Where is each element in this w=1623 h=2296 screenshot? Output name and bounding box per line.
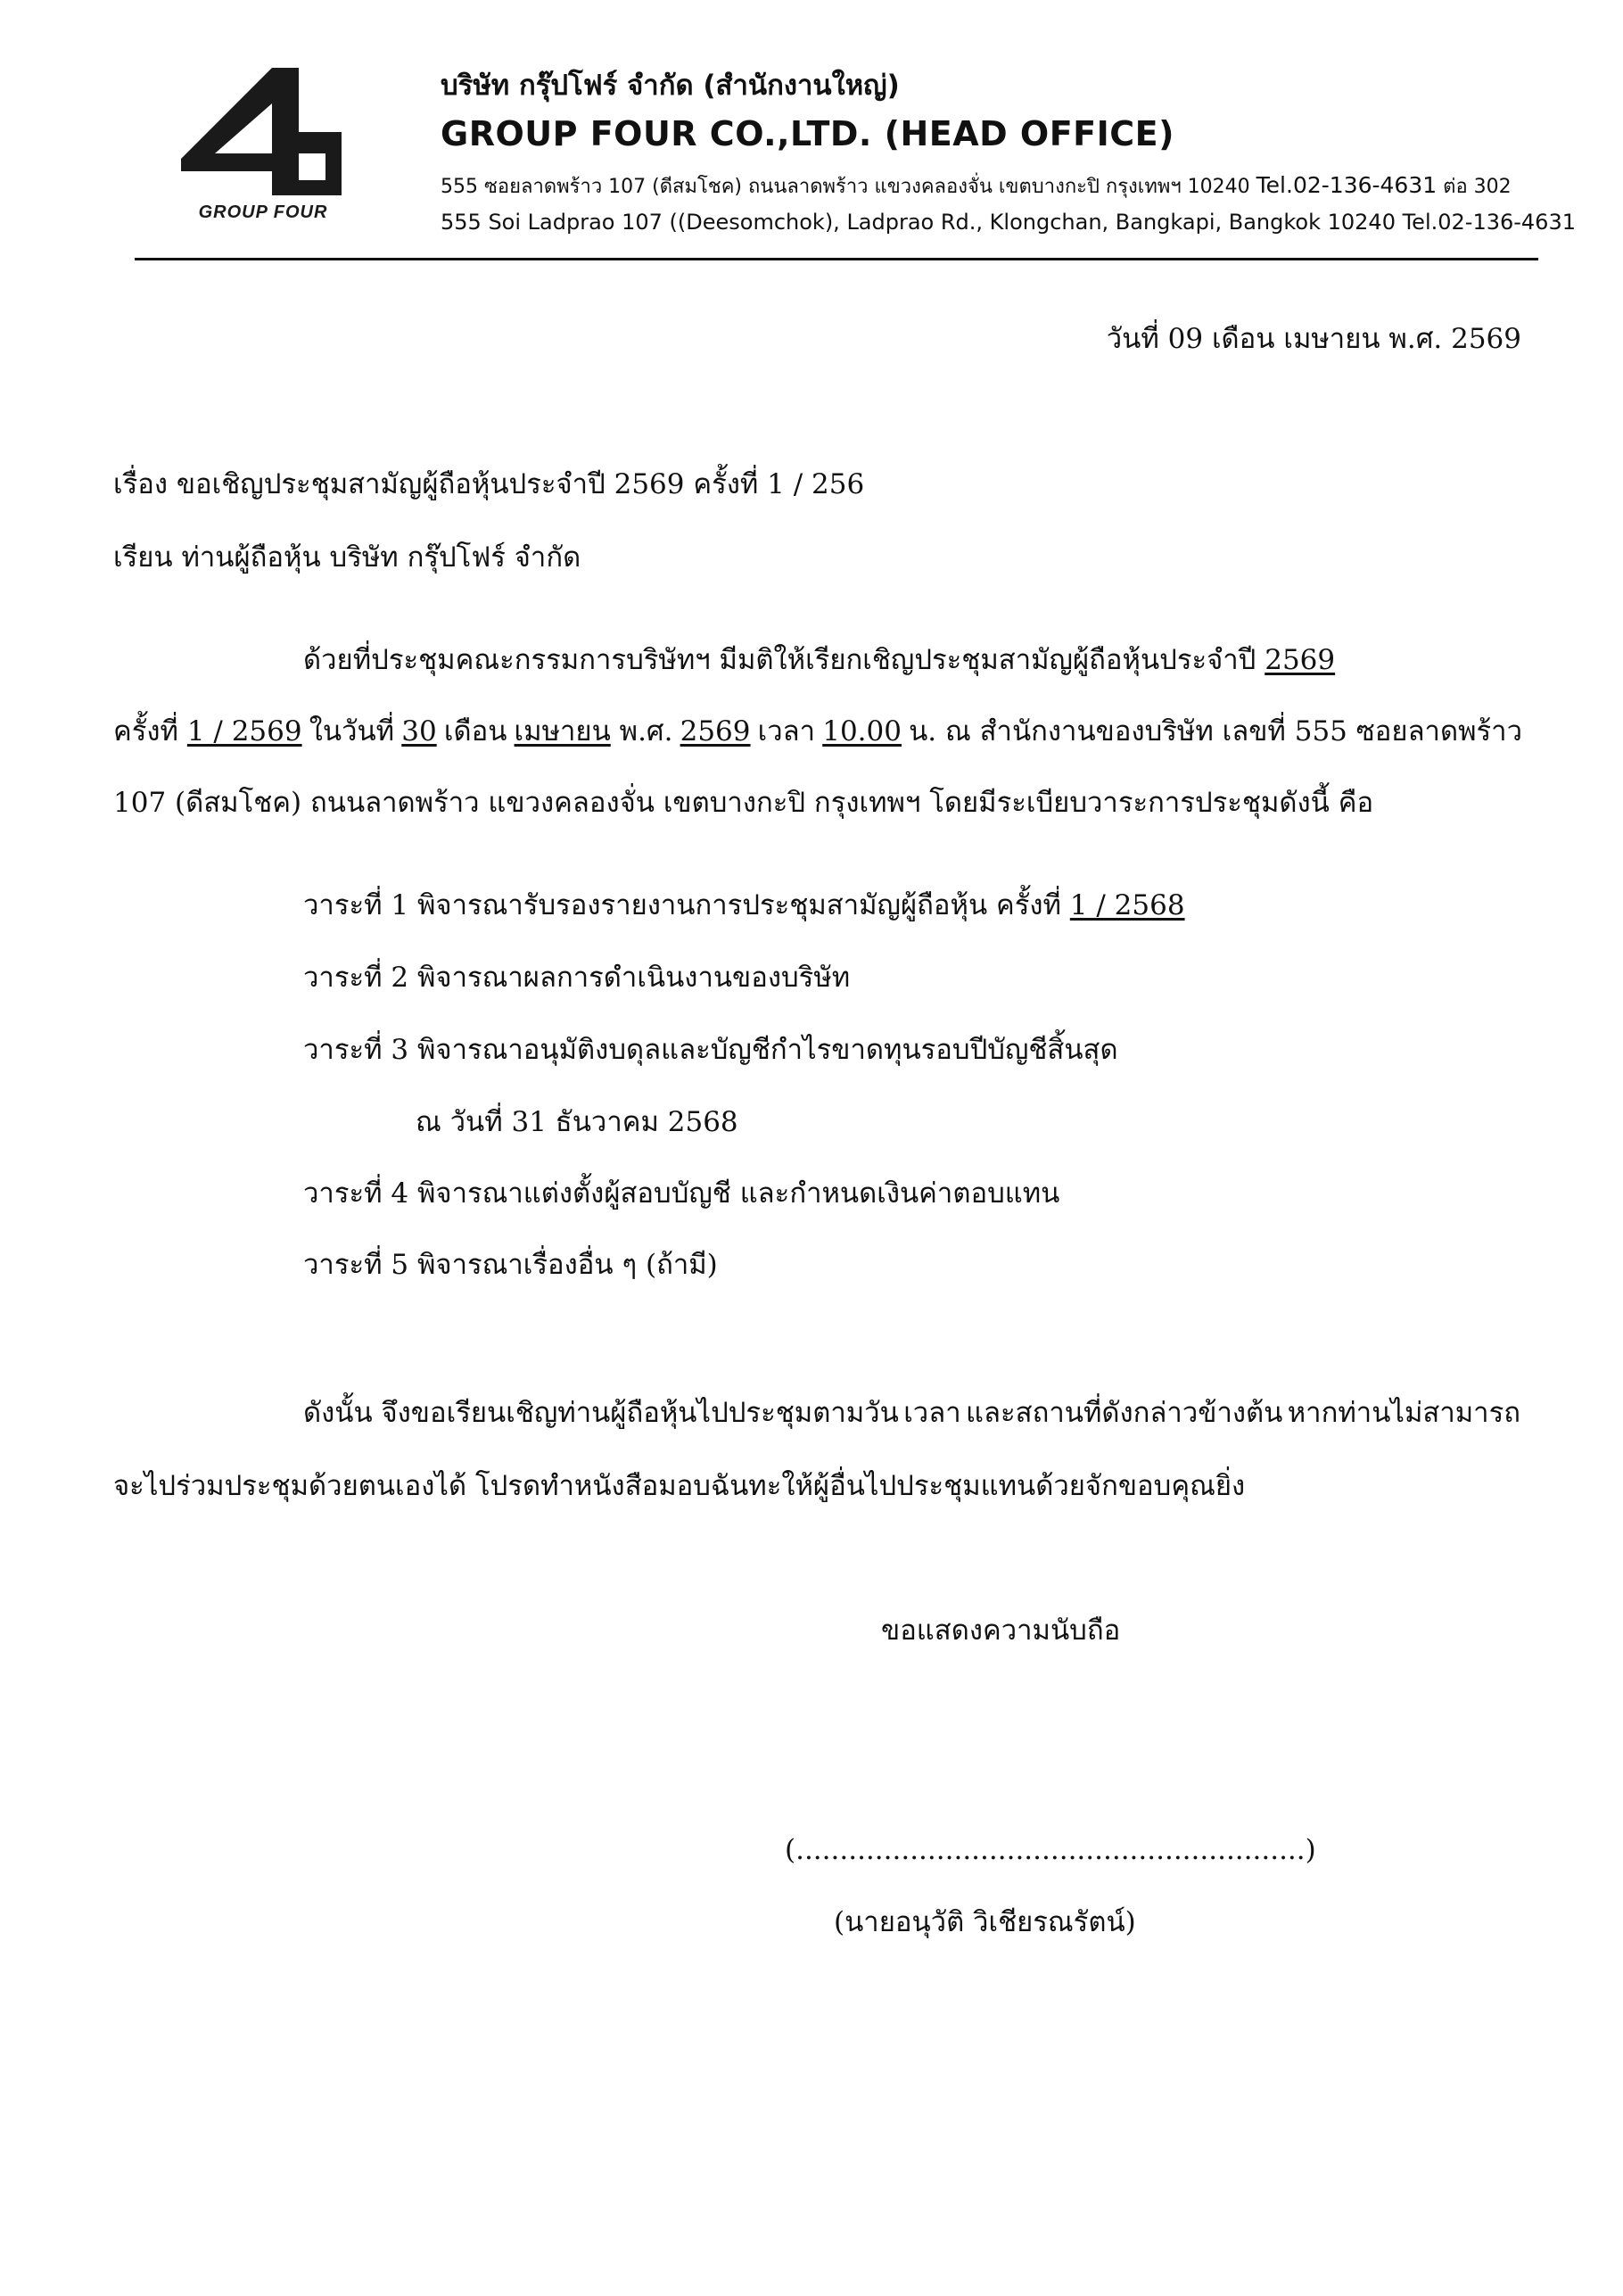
header-divider xyxy=(135,258,1538,260)
agenda-item-1-ref: 1 / 2568 xyxy=(1069,889,1185,921)
agenda-item-4: วาระที่ 4 พิจารณาแต่งตั้งผู้สอบบัญชี และกำหนดเงินค่าตอบแทน xyxy=(303,1177,1060,1210)
agenda-item-1 xyxy=(303,889,1185,922)
agenda-item-2: วาระที่ 2 พิจารณาผลการดำเนินงานของบริษัท xyxy=(303,962,851,994)
paragraph-2-part-c: และสถานที่ดังกล่าวข้างต้น xyxy=(966,1397,1283,1429)
meeting-time: 10.00 xyxy=(822,715,902,747)
paragraph-2-line-2: จะไปร่วมประชุมด้วยตนเองได้ โปรดทำหนังสือมอบฉันทะให้ผู้อื่นไปประชุมแทนด้วยจักขอบคุณยิ่ง xyxy=(113,1470,1246,1502)
time-label: เวลา xyxy=(757,715,816,747)
paragraph-2-part-d: หากท่านไม่สามารถ xyxy=(1287,1397,1520,1429)
meeting-no-label xyxy=(113,715,302,748)
signatory-name: (นายอนุวัติ วิเชียรณรัตน์) xyxy=(834,1906,1136,1938)
letter-subject: เรื่อง ขอเชิญประชุมสามัญผู้ถือหุ้นประจำปี 2569 ครั้งที่ 1 / 256 xyxy=(113,468,865,500)
paragraph-1-line-1 xyxy=(303,644,1335,677)
signature-line: (..........................................................) xyxy=(785,1834,1316,1866)
agenda-item-1-text: วาระที่ 1 พิจารณารับรองรายงานการประชุมสามัญผู้ถือหุ้น ครั้งที่ xyxy=(303,889,1070,921)
meeting-day: 30 xyxy=(401,715,437,747)
letter-salutation: เรียน ท่านผู้ถือหุ้น บริษัท กรุ๊ปโฟร์ จำกัด xyxy=(113,541,581,574)
agenda-item-5: วาระที่ 5 พิจารณาเรื่องอื่น ๆ (ถ้ามี) xyxy=(303,1249,718,1281)
meeting-month: เมษายน xyxy=(514,715,611,747)
closing: ขอแสดงความนับถือ xyxy=(881,1615,1121,1647)
meeting-year-be: 2569 xyxy=(680,715,751,747)
agenda-item-3-continued: ณ วันที่ 31 ธันวาคม 2568 xyxy=(416,1106,738,1138)
meeting-month-group xyxy=(515,715,673,748)
paragraph-1-line-3: 107 (ดีสมโชค) ถนนลาดพร้าว แขวงคลองจั่น เขตบางกะปิ กรุงเทพฯ โดยมีระเบียบวาระการประชุมดังนี้ คือ xyxy=(113,787,1374,819)
company-name-thai: บริษัท กรุ๊ปโฟร์ จำกัด (สำนักงานใหญ่) xyxy=(441,70,900,102)
month-label: เดือน xyxy=(443,715,507,747)
group-four-logo xyxy=(181,68,350,224)
address-thai xyxy=(441,170,1512,202)
logo-inner-box xyxy=(299,153,325,180)
be-label: พ.ศ. xyxy=(619,715,673,747)
extension: ต่อ 302 xyxy=(1443,176,1512,198)
day-label: ในวันที่ xyxy=(309,715,395,747)
meeting-location: น. ณ สำนักงานของบริษัท เลขที่ 555 ซอยลาดพร้าว xyxy=(909,715,1522,747)
letter-date: วันที่ 09 เดือน เมษายน พ.ศ. 2569 xyxy=(1106,323,1521,355)
paragraph-2-part-a: ดังนั้น จึงขอเรียนเชิญท่านผู้ถือหุ้นไปประชุมตามวัน xyxy=(303,1397,899,1429)
telephone: Tel.02-136-4631 xyxy=(1256,172,1438,198)
address-english: 555 Soi Ladprao 107 ((Deesomchok), Ladprao Rd., Klongchan, Bangkapi, Bangkok 10240 Tel.02-136-4631 xyxy=(441,210,1576,235)
logo-text: GROUP FOUR xyxy=(198,202,328,222)
paragraph-1-line-2 xyxy=(113,715,1522,748)
meeting-number: 1 / 2569 xyxy=(186,715,302,747)
word-meeting-no: ครั้งที่ xyxy=(113,715,178,747)
paragraph-2-part-b: เวลา xyxy=(903,1397,961,1429)
paragraph-1-text: ด้วยที่ประชุมคณะกรรมการบริษัทฯ มีมติให้เรียกเชิญประชุมสามัญผู้ถือหุ้นประจำปี xyxy=(303,644,1265,676)
company-name-english: GROUP FOUR CO.,LTD. (HEAD OFFICE) xyxy=(441,114,1174,153)
paragraph-2-line-1 xyxy=(303,1397,1520,1430)
address-thai-text: 555 ซอยลาดพร้าว 107 (ดีสมโชค) ถนนลาดพร้าว แขวงคลองจั่น เขตบางกะปิ กรุงเทพฯ 10240 xyxy=(441,176,1250,198)
agenda-item-3: วาระที่ 3 พิจารณาอนุมัติงบดุลและบัญชีกำไรขาดทุนรอบปีบัญชีสิ้นสุด xyxy=(303,1034,1118,1066)
meeting-year: 2569 xyxy=(1265,644,1336,676)
